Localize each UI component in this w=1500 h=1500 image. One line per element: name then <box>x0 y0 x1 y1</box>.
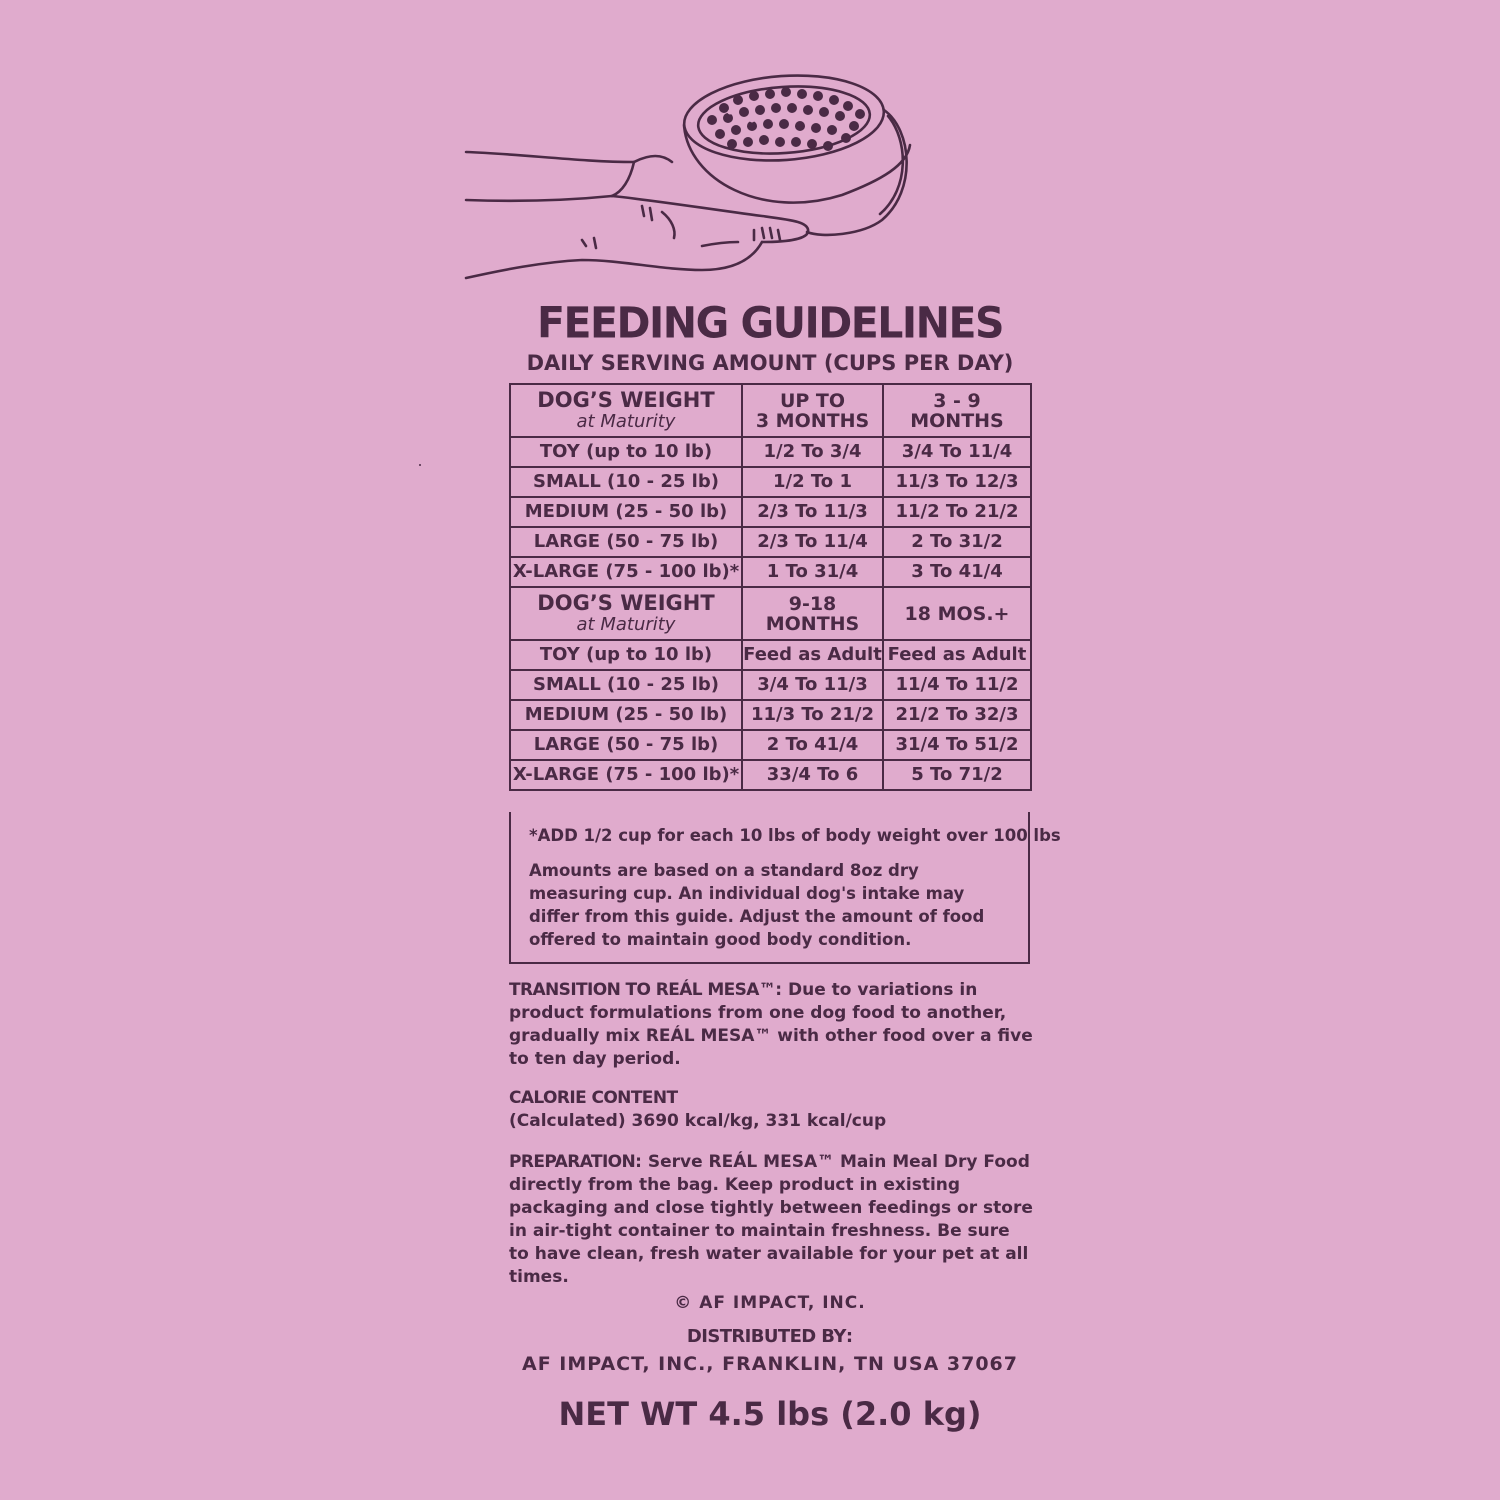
preparation-paragraph <box>509 1151 1034 1289</box>
row-value: 2/3 To 11/4 <box>742 527 883 557</box>
distributed-by-text: DISTRIBUTED BY <box>686 1326 846 1347</box>
row-value: 2 To 41/4 <box>742 730 883 760</box>
distributor-address: AF IMPACT, INC., FRANKLIN, TN USA 37067 <box>521 1353 1018 1375</box>
preparation-text: : Serve REÁL MESA™ Main Meal Dry Food directly from the bag. Keep product in existing packaging and close tightly between feedings or store in air-tight container to maintain freshness. Be sure to have clean, fresh water available for your pet at all times. <box>509 1152 1033 1287</box>
row-value: 1/2 To 3/4 <box>742 437 883 467</box>
header-cell <box>510 587 742 640</box>
table-notes-box <box>509 812 1061 964</box>
transition-paragraph <box>509 979 1034 1071</box>
table-row <box>510 640 1031 670</box>
row-label: X-LARGE (75 - 100 lb)* <box>510 557 742 587</box>
table-row <box>510 557 1031 587</box>
table-row <box>510 670 1031 700</box>
header-weight-label: DOG’S WEIGHT <box>537 591 715 615</box>
calorie-heading: CALORIE CONTENT <box>509 1088 678 1108</box>
table-row <box>510 467 1031 497</box>
asterisk-note: *ADD 1/2 cup for each 10 lbs of body weight over 100 lbs <box>529 826 1061 845</box>
distributed-by-colon: : <box>845 1326 854 1347</box>
transition-text: : Due to variations in product formulations from one dog food to another, gradually mix REÁL MESA™ with other food over a five to ten day period. <box>509 980 1033 1069</box>
row-value: 1/2 To 1 <box>742 467 883 497</box>
row-label: LARGE (50 - 75 lb) <box>510 730 742 760</box>
row-value: 31/4 To 51/2 <box>883 730 1031 760</box>
row-value: Feed as Adult <box>883 640 1031 670</box>
row-value: 3 To 41/4 <box>883 557 1031 587</box>
row-label: MEDIUM (25 - 50 lb) <box>510 497 742 527</box>
preparation-heading: PREPARATION <box>509 1152 636 1172</box>
header-cell: 18 MOS.+ <box>883 587 1031 640</box>
table-row <box>510 497 1031 527</box>
header-weight-label: DOG’S WEIGHT <box>537 388 715 412</box>
row-label: X-LARGE (75 - 100 lb)* <box>510 760 742 790</box>
row-label: MEDIUM (25 - 50 lb) <box>510 700 742 730</box>
table-row <box>510 730 1031 760</box>
amounts-note: Amounts are based on a standard 8oz dry measuring cup. An individual dog's intake may differ from this guide. Adjust the amount of food offered to maintain good body condition. <box>529 861 985 949</box>
header-cell: 9-18 MONTHS <box>742 587 883 640</box>
row-value: 11/3 To 12/3 <box>883 467 1031 497</box>
row-label: LARGE (50 - 75 lb) <box>510 527 742 557</box>
row-value: 1 To 31/4 <box>742 557 883 587</box>
table-row <box>510 437 1031 467</box>
row-label: TOY (up to 10 lb) <box>510 437 742 467</box>
calorie-paragraph <box>509 1087 1034 1133</box>
table-header-row <box>510 587 1031 640</box>
row-value: 2/3 To 11/3 <box>742 497 883 527</box>
row-label: SMALL (10 - 25 lb) <box>510 670 742 700</box>
row-value: 21/2 To 32/3 <box>883 700 1031 730</box>
row-label: SMALL (10 - 25 lb) <box>510 467 742 497</box>
table-row <box>510 700 1031 730</box>
calorie-text: (Calculated) 3690 kcal/kg, 331 kcal/cup <box>509 1111 887 1131</box>
transition-heading: TRANSITION TO REÁL MESA™ <box>509 980 776 1000</box>
row-value: 2 To 31/2 <box>883 527 1031 557</box>
header-weight-sub: at Maturity <box>576 411 676 432</box>
page-title: FEEDING GUIDELINES <box>536 297 1004 349</box>
row-value: Feed as Adult <box>742 640 883 670</box>
row-value: 11/3 To 21/2 <box>742 700 883 730</box>
row-label: TOY (up to 10 lb) <box>510 640 742 670</box>
net-weight: NET WT 4.5 lbs (2.0 kg) <box>558 1395 982 1433</box>
copyright: © AF IMPACT, INC. <box>674 1293 866 1313</box>
header-cell: 3 - 9 MONTHS <box>883 384 1031 437</box>
header-cell <box>510 384 742 437</box>
feeding-table <box>509 383 1032 791</box>
row-value: 3/4 To 11/3 <box>742 670 883 700</box>
row-value: 33/4 To 6 <box>742 760 883 790</box>
distributed-by-label <box>460 1326 1080 1347</box>
table-row <box>510 527 1031 557</box>
header-cell: UP TO 3 MONTHS <box>742 384 883 437</box>
row-value: 11/2 To 21/2 <box>883 497 1031 527</box>
row-value: 11/4 To 11/2 <box>883 670 1031 700</box>
table-header-row <box>510 384 1031 437</box>
table-row <box>510 760 1031 790</box>
stray-dot <box>419 464 421 466</box>
row-value: 5 To 71/2 <box>883 760 1031 790</box>
hand-holding-food-bowl-icon <box>462 70 922 290</box>
page-subtitle: DAILY SERVING AMOUNT (CUPS PER DAY) <box>526 351 1014 375</box>
header-weight-sub: at Maturity <box>576 614 676 635</box>
row-value: 3/4 To 11/4 <box>883 437 1031 467</box>
